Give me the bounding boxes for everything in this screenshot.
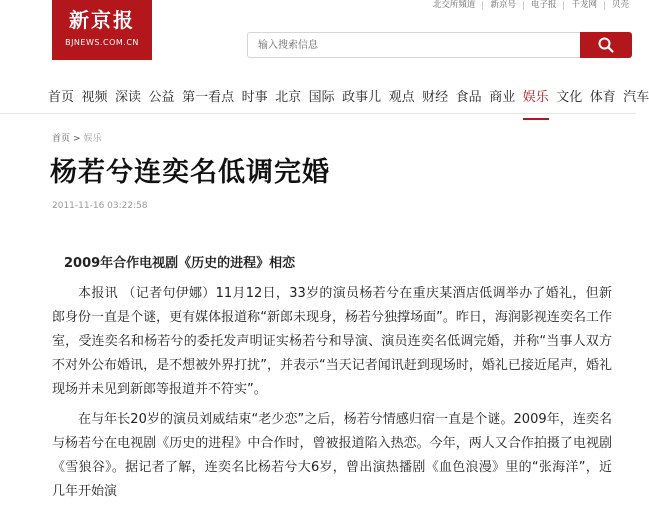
nav-item-politics[interactable]: 政事儿 bbox=[342, 90, 382, 105]
nav-divider bbox=[0, 113, 636, 114]
nav-item-auto[interactable]: 汽车 bbox=[623, 90, 649, 105]
top-link-epaper[interactable]: 电子报 bbox=[523, 1, 564, 10]
nav-item-charity[interactable]: 公益 bbox=[148, 90, 175, 105]
article-date: 2011-11-16 03:22:58 bbox=[52, 201, 148, 211]
article-paragraph: 本报讯 （记者句伊娜）11月12日，33岁的演员杨若兮在重庆某酒店低调举办了婚礼，但新郎身份一直是个谜，更有媒体报道称“新郎未现身，杨若兮独撑场面”。昨日，海润影视连奕名工作室，受连奕名和杨若兮的委托发声明证实杨若兮和导演、演员连奕名低调完婚，并称“当事人双方不对外公布婚讯，是不想被外界打扰”，并表示“当天记者闻讯赶到现场时，婚礼已接近尾声，婚礼现场并未见到新郎等报道并不符实”。 bbox=[52, 286, 612, 397]
search-icon bbox=[598, 37, 614, 53]
article-paragraph: 在与年长20岁的演员刘威结束“老少恋”之后，杨若兮情感归宿一直是个谜。2009年，连奕名与杨若兮在电视剧《历史的进程》中合作时，曾被报道陷入热恋。今年，两人又合作拍摄了电视剧《雪狼谷》。据记者了解，连奕名比杨若兮大6岁，曾出演热播剧《血色浪漫》里的“张海洋”，近几年开始演 bbox=[52, 412, 612, 499]
article-body bbox=[52, 254, 612, 510]
nav-item-home[interactable]: 首页 bbox=[48, 90, 75, 105]
nav-item-current-affairs[interactable]: 时事 bbox=[241, 90, 268, 105]
nav-item-culture[interactable]: 文化 bbox=[556, 90, 583, 105]
top-link-beike[interactable]: 贝壳 bbox=[604, 1, 636, 10]
article-subhead: 2009年合作电视剧《历史的进程》相恋 bbox=[64, 256, 296, 271]
search-bar bbox=[247, 32, 632, 58]
nav-item-beijing[interactable]: 北京 bbox=[275, 90, 302, 105]
nav-item-first-look[interactable]: 第一看点 bbox=[182, 90, 235, 105]
breadcrumb bbox=[52, 131, 102, 144]
search-input[interactable] bbox=[247, 32, 580, 58]
nav-item-entertainment[interactable]: 娱乐 bbox=[523, 84, 549, 114]
nav-item-opinion[interactable]: 观点 bbox=[388, 90, 415, 105]
logo-english-text: BJNEWS.COM.CN bbox=[65, 38, 139, 47]
breadcrumb-separator: > bbox=[73, 134, 81, 144]
top-link-xinjinghao[interactable]: 新京号 bbox=[482, 1, 523, 10]
breadcrumb-current[interactable]: 娱乐 bbox=[83, 134, 102, 144]
top-links-bar bbox=[426, 0, 636, 10]
nav-item-finance[interactable]: 财经 bbox=[422, 90, 449, 105]
nav-item-sports[interactable]: 体育 bbox=[589, 90, 616, 105]
nav-item-business[interactable]: 商业 bbox=[489, 90, 516, 105]
nav-item-food[interactable]: 食品 bbox=[455, 90, 482, 105]
article-title: 杨若兮连奕名低调完婚 bbox=[50, 157, 330, 188]
main-nav bbox=[48, 84, 649, 114]
nav-item-video[interactable]: 视频 bbox=[81, 90, 108, 105]
breadcrumb-home[interactable]: 首页 bbox=[52, 134, 71, 144]
search-button[interactable] bbox=[580, 32, 632, 58]
nav-item-depth[interactable]: 深读 bbox=[115, 90, 142, 105]
logo-chinese-text: 新京报 bbox=[69, 8, 135, 32]
site-logo[interactable] bbox=[52, 0, 152, 60]
nav-item-international[interactable]: 国际 bbox=[308, 90, 335, 105]
top-link-bjse[interactable]: 北交所頻道 bbox=[432, 0, 476, 10]
top-link-qianlong[interactable]: 千龙网 bbox=[563, 1, 604, 10]
